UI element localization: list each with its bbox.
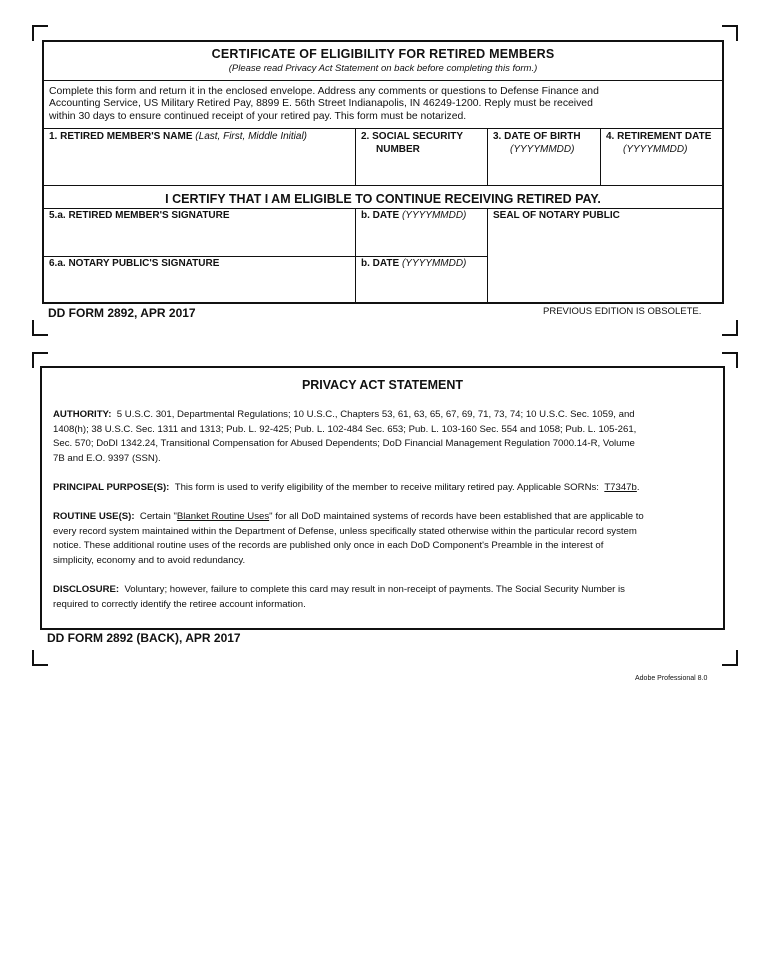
field-hint: (YYYYMMDD): [401, 210, 467, 221]
field-hint: (YYYYMMDD): [623, 143, 688, 155]
divider: [487, 208, 488, 304]
disclosure-paragraph: [53, 583, 703, 612]
field-label: 2. SOCIAL SECURITY: [361, 131, 464, 142]
crop-mark-bottom-right: [722, 650, 738, 666]
form-title: CERTIFICATE OF ELIGIBILITY FOR RETIRED MEMBERS: [211, 47, 555, 61]
instructions: [49, 86, 717, 123]
paragraph-line: This form is used to verify eligibility of the member to receive military retired pay. Applicable SORNs:: [174, 482, 599, 493]
field-label: b. DATE: [361, 210, 400, 221]
crop-mark-bottom-left: [32, 320, 48, 336]
member-signature-field[interactable]: [49, 210, 349, 254]
field-label: SEAL OF NOTARY PUBLIC: [493, 210, 620, 221]
certify-statement: I CERTIFY THAT I AM ELIGIBLE TO CONTINUE RECEIVING RETIRED PAY.: [165, 192, 601, 206]
software-note: Adobe Professional 8.0: [635, 675, 708, 682]
routine-use-label: ROUTINE USE(S):: [53, 511, 135, 522]
form-subtitle: (Please read Privacy Act Statement on back before completing this form.): [228, 63, 538, 74]
field-label: 4. RETIREMENT DATE: [606, 131, 712, 142]
crop-mark-bottom-right: [722, 320, 738, 336]
blanket-routine-uses-link[interactable]: Blanket Routine Uses: [176, 511, 270, 522]
notary-signature-field[interactable]: [49, 258, 349, 300]
notary-signature-date-field[interactable]: [361, 258, 483, 300]
field-label: 3. DATE OF BIRTH: [493, 131, 581, 142]
field-label: NUMBER: [376, 143, 420, 155]
crop-mark-top-left: [32, 25, 48, 41]
divider: [44, 208, 722, 209]
divider: [487, 128, 488, 185]
retirement-date-field[interactable]: [606, 131, 724, 183]
paragraph-line: Sec. 570; DoDI 1342.24, Transitional Compensation for Abused Dependents; DoD Financial Management Regulation 7000.14-R, Volume: [53, 438, 635, 450]
divider: [44, 128, 722, 129]
authority-label: AUTHORITY:: [53, 409, 112, 420]
paragraph-line: every record system maintained within the Department of Defense, unless specifically stated otherwise within the particular record system: [53, 525, 637, 537]
paragraph-text: Certain ": [139, 511, 177, 522]
divider: [355, 128, 356, 185]
punctuation: .: [636, 482, 640, 493]
disclosure-label: DISCLOSURE:: [53, 584, 120, 595]
paragraph-line: Voluntary; however, failure to complete this card may result in non-receipt of payments. The Social Security Number is: [124, 584, 625, 595]
purpose-paragraph: [53, 481, 703, 496]
divider: [44, 256, 487, 257]
instructions-line: within 30 days to ensure continued receipt of your retired pay. This form must be notarized.: [49, 110, 467, 122]
authority-paragraph: [53, 408, 703, 466]
form-number: DD FORM 2892, APR 2017: [48, 306, 196, 320]
crop-mark-bottom-left: [32, 650, 48, 666]
purpose-label: PRINCIPAL PURPOSE(S):: [53, 482, 170, 493]
paragraph-line: notice. These additional routine uses of the records are published only once in each DoD Component's Preamble in the interest of: [53, 540, 604, 552]
field-label: 6.a. NOTARY PUBLIC'S SIGNATURE: [49, 258, 220, 269]
paragraph-line: required to correctly identify the retiree account information.: [53, 598, 306, 610]
date-of-birth-field[interactable]: [493, 131, 597, 183]
paragraph-line: 1408(h); 38 U.S.C. Sec. 1311 and 1313; Pub. L. 92-425; Pub. L. 102-484 Sec. 653; Pub. L. 103-160 Sec. 554 and 1058; Pub. L. 105-261,: [53, 423, 637, 435]
retired-member-name-field[interactable]: [49, 131, 349, 183]
paragraph-line: simplicity, economy and to avoid redundancy.: [53, 554, 246, 566]
field-hint: (Last, First, Middle Initial): [195, 131, 307, 142]
field-label: 1. RETIRED MEMBER'S NAME: [49, 131, 193, 142]
field-label: 5.a. RETIRED MEMBER'S SIGNATURE: [49, 210, 230, 221]
privacy-title: PRIVACY ACT STATEMENT: [301, 378, 464, 392]
instructions-line: Accounting Service, US Military Retired Pay, 8899 E. 56th Street Indianapolis, IN 46249-1200. Reply must be received: [49, 98, 593, 110]
certificate-form: [42, 40, 724, 304]
paragraph-text: " for all DoD maintained systems of records have been established that are applicable to: [269, 511, 644, 522]
obsolete-notice: PREVIOUS EDITION IS OBSOLETE.: [543, 306, 702, 317]
sorn-link[interactable]: T7347b: [604, 482, 637, 493]
member-signature-date-field[interactable]: [361, 210, 483, 254]
divider: [44, 80, 722, 81]
field-hint: (YYYYMMDD): [510, 143, 575, 155]
back-form-number: DD FORM 2892 (BACK), APR 2017: [47, 631, 241, 645]
divider: [44, 185, 722, 186]
field-label: b. DATE: [361, 258, 400, 269]
routine-use-paragraph: [53, 510, 703, 568]
field-hint: (YYYYMMDD): [401, 258, 467, 269]
paragraph-line: 7B and E.O. 9397 (SSN).: [53, 452, 161, 464]
notary-seal-area: [493, 210, 718, 300]
paragraph-line: 5 U.S.C. 301, Departmental Regulations; 10 U.S.C., Chapters 53, 61, 63, 65, 67, 69, 71, 73, 74; 10 U.S.C. Sec. 1059, and: [116, 409, 635, 420]
instructions-line: Complete this form and return it in the enclosed envelope. Address any comments or questions to Defense Finance and: [49, 86, 599, 97]
crop-mark-top-right: [722, 25, 738, 41]
ssn-field[interactable]: [361, 131, 483, 183]
privacy-act-statement: [40, 366, 725, 630]
divider: [600, 128, 601, 185]
